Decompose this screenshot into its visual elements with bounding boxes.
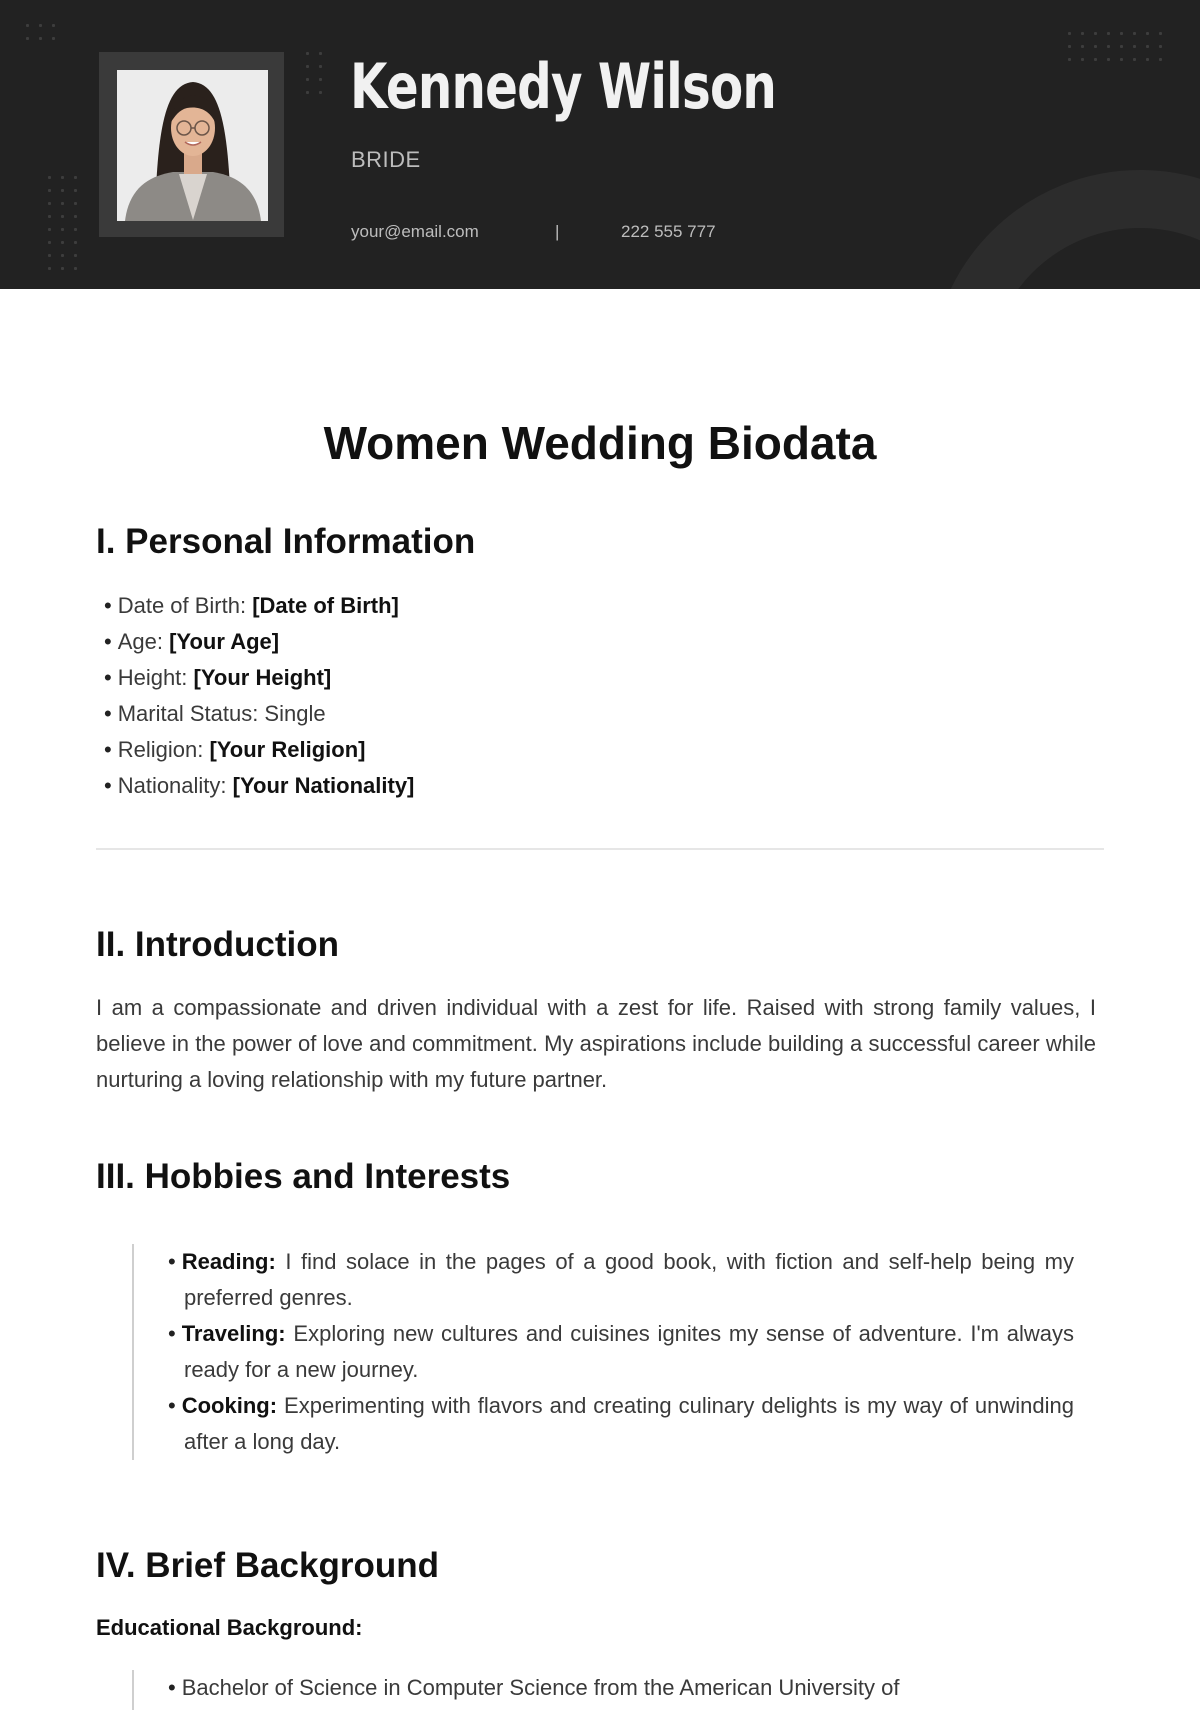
list-item: • Age: [Your Age] [104,629,280,654]
list-item: • Religion: [Your Religion] [104,737,366,762]
hobbies-list [134,1244,1074,1460]
list-item: • Bachelor of Science in Computer Science from the American University of [168,1675,900,1700]
hobbies-quote-block [132,1244,1074,1460]
bullet-icon: • [168,1393,176,1418]
bullet-icon: • [104,773,112,798]
dot-pattern [306,52,322,94]
list-item: • Cooking: Experimenting with flavors and creating culinary delights is my way of unwinding after a long day. [168,1393,1074,1454]
section-heading-introduction: II. Introduction [96,925,340,964]
section-heading-personal: I. Personal Information [96,522,476,561]
bullet-icon: • [168,1321,176,1346]
portrait-photo [117,70,268,221]
list-item: • Nationality: [Your Nationality] [104,773,415,798]
section-divider [96,848,1104,850]
person-name: Kennedy Wilson [350,50,777,123]
education-quote-block [132,1670,1074,1710]
section-heading-hobbies: III. Hobbies and Interests [96,1157,511,1196]
list-item: • Marital Status: Single [104,701,326,726]
decorative-arc [930,170,1200,289]
bullet-icon: • [104,593,112,618]
list-item: • Height: [Your Height] [104,665,332,690]
photo-frame [99,52,284,237]
education-subheading: Educational Background: [96,1615,363,1640]
section-heading-background: IV. Brief Background [96,1546,439,1585]
dot-pattern [26,24,55,40]
bullet-icon: • [168,1249,176,1274]
bullet-icon: • [168,1675,176,1700]
dot-pattern [48,176,77,270]
bullet-icon: • [104,701,112,726]
dot-pattern [1068,32,1162,61]
bullet-icon: • [104,629,112,654]
list-item: • Reading: I find solace in the pages of a good book, with fiction and self-help being my preferred genres. [168,1249,1074,1310]
email-text: your@email.com [351,222,479,241]
document-title: Women Wedding Biodata [323,417,877,469]
contact-separator: | [555,222,560,241]
header-banner [0,0,1200,289]
person-role: BRIDE [351,147,421,172]
phone-text: 222 555 777 [621,222,716,241]
bullet-icon: • [104,737,112,762]
introduction-text: I am a compassionate and driven individual with a zest for life. Raised with strong family values, I believe in the power of love and commitment. My aspirations include building a successful career while nurturing a loving relationship with my future partner. [96,995,1096,1092]
list-item: • Date of Birth: [Date of Birth] [104,593,399,618]
portrait-icon [117,70,268,221]
bullet-icon: • [104,665,112,690]
personal-info-list [104,588,414,804]
list-item: • Traveling: Exploring new cultures and cuisines ignites my sense of adventure. I'm always ready for a new journey. [168,1321,1074,1382]
